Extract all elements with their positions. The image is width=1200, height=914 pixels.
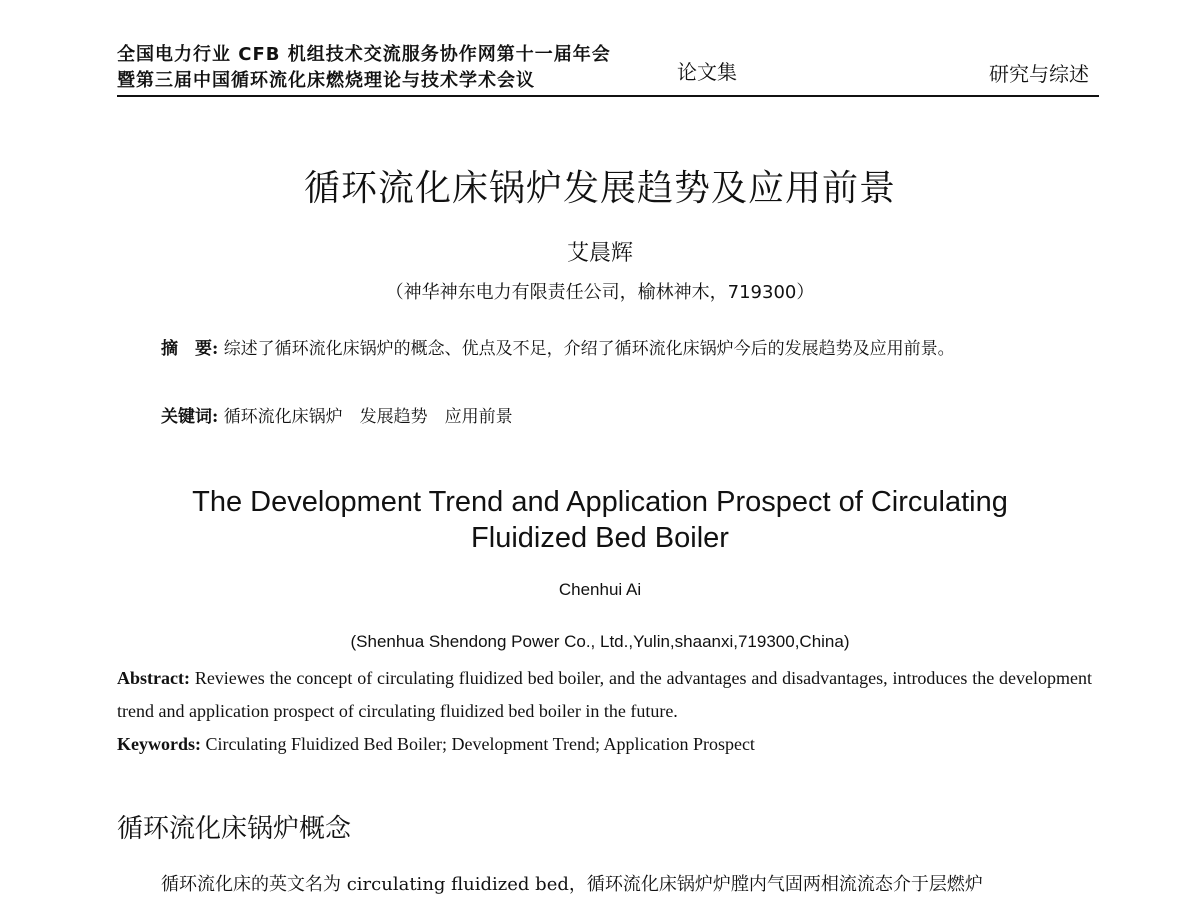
section-heading: 循环流化床锅炉概念	[117, 814, 352, 844]
keywords-en-label: Keywords:	[117, 734, 201, 754]
abstract-en-text: Reviewes the concept of circulating fluidized bed boiler, and the advantages and disadvantages, introduces the development trend and application prospect of circulating fluidized bed boiler in the future.	[117, 668, 1093, 721]
author-cn: 艾晨辉	[566, 241, 633, 266]
running-header	[117, 40, 1099, 96]
conference-line-1: 全国电力行业 CFB 机组技术交流服务协作网第十一届年会	[117, 44, 611, 65]
category-label: 研究与综述	[989, 62, 1089, 86]
abstract-en-label: Abstract:	[117, 668, 190, 688]
affiliation-en: (Shenhua Shendong Power Co., Ltd.,Yulin,shaanxi,719300,China)	[350, 632, 850, 651]
affiliation-cn: （神华神东电力有限责任公司，榆林神木，719300）	[385, 282, 815, 303]
keywords-cn-label: 关键词:	[161, 407, 219, 427]
conference-name	[117, 42, 611, 94]
keywords-cn	[161, 400, 1136, 434]
body-paragraph: 循环流化床的英文名为 circulating fluidized bed，循环流化床锅炉炉膛内气固两相流流态介于层燃炉	[161, 874, 983, 895]
paper-title-en-line-1: The Development Trend and Application Prospect of Circulating	[192, 486, 1008, 518]
header-rule	[117, 95, 1099, 97]
collection-label: 论文集	[677, 60, 737, 84]
abstract-cn-label: 摘 要:	[161, 339, 219, 359]
paper-title-cn: 循环流化床锅炉发展趋势及应用前景	[303, 168, 896, 209]
author-en: Chenhui Ai	[558, 580, 642, 599]
abstract-cn	[117, 332, 1092, 366]
keywords-cn-text: 循环流化床锅炉 发展趋势 应用前景	[223, 407, 513, 427]
conference-line-2: 暨第三届中国循环流化床燃烧理论与技术学术会议	[117, 70, 535, 91]
keywords-en-text: Circulating Fluidized Bed Boiler; Development Trend; Application Prospect	[205, 734, 755, 754]
paper-title-en-line-2: Fluidized Bed Boiler	[471, 522, 729, 554]
abstract-cn-text: 综述了循环流化床锅炉的概念、优点及不足，介绍了循环流化床锅炉今后的发展趋势及应用前景。	[223, 339, 955, 359]
paper-title-en	[0, 484, 1200, 556]
abstract-en	[117, 662, 1092, 728]
keywords-en	[117, 728, 755, 761]
